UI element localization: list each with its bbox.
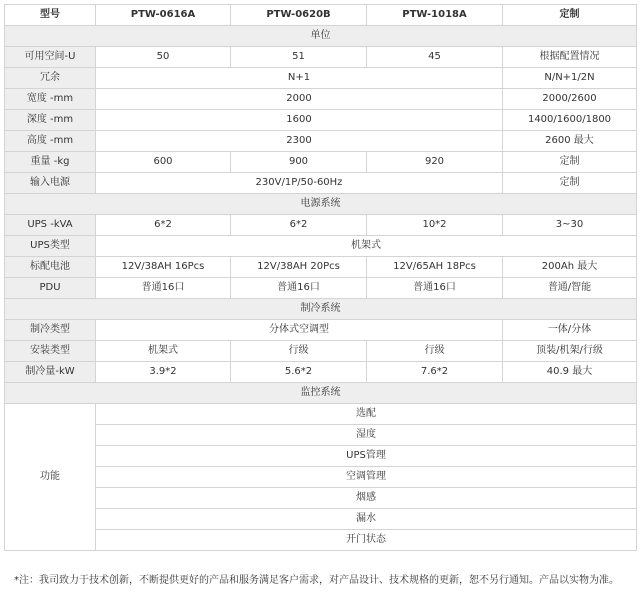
table-row-width — [5, 89, 637, 110]
section-title-power: 电源系统 — [5, 194, 637, 215]
row-label: PDU — [5, 278, 96, 299]
cell-custom: 2600 最大 — [503, 131, 637, 152]
function-item: UPS管理 — [96, 446, 637, 467]
cell-custom: 定制 — [503, 152, 637, 173]
row-label: 重量 -kg — [5, 152, 96, 173]
table-row-battery — [5, 257, 637, 278]
row-label: 宽度 -mm — [5, 89, 96, 110]
cell-b: 行级 — [231, 341, 367, 362]
section-title-monitoring: 监控系统 — [5, 383, 637, 404]
header-custom: 定制 — [503, 5, 637, 26]
spec-table — [4, 4, 637, 551]
function-item: 选配 — [96, 404, 637, 425]
cell-b: 51 — [231, 47, 367, 68]
table-row-height — [5, 131, 637, 152]
table-row-function — [5, 446, 637, 467]
table-row-ups-kva — [5, 215, 637, 236]
row-label: 可用空间-U — [5, 47, 96, 68]
table-row-ups-type — [5, 236, 637, 257]
cell-c: 10*2 — [367, 215, 503, 236]
row-label: 输入电源 — [5, 173, 96, 194]
cell-custom: 根据配置情况 — [503, 47, 637, 68]
cell-c: 行级 — [367, 341, 503, 362]
cell-b: 6*2 — [231, 215, 367, 236]
cell-a: 6*2 — [96, 215, 231, 236]
table-row-cooling-type — [5, 320, 637, 341]
row-label: 冗余 — [5, 68, 96, 89]
function-item: 漏水 — [96, 509, 637, 530]
cell-custom: 3~30 — [503, 215, 637, 236]
cell-c: 12V/65AH 18Pcs — [367, 257, 503, 278]
cell-b: 12V/38AH 20Pcs — [231, 257, 367, 278]
section-title-cooling: 制冷系统 — [5, 299, 637, 320]
cell-b: 5.6*2 — [231, 362, 367, 383]
cell-custom: 200Ah 最大 — [503, 257, 637, 278]
function-item: 湿度 — [96, 425, 637, 446]
cell-c: 7.6*2 — [367, 362, 503, 383]
cell-custom: 定制 — [503, 173, 637, 194]
section-row-unit — [5, 26, 637, 47]
row-label: 制冷类型 — [5, 320, 96, 341]
cell-c: 45 — [367, 47, 503, 68]
cell-merged: N+1 — [96, 68, 503, 89]
cell-custom: 一体/分体 — [503, 320, 637, 341]
table-row-function — [5, 530, 637, 551]
table-row-redundancy — [5, 68, 637, 89]
table-row-cooling-kw — [5, 362, 637, 383]
table-row-pdu — [5, 278, 637, 299]
table-row-weight — [5, 152, 637, 173]
function-item: 空调管理 — [96, 467, 637, 488]
cell-custom: 顶装/机架/行级 — [503, 341, 637, 362]
cell-a: 600 — [96, 152, 231, 173]
table-row-input-power — [5, 173, 637, 194]
table-header-row — [5, 5, 637, 26]
spec-table-container — [4, 4, 636, 551]
table-row-function — [5, 467, 637, 488]
cell-b: 900 — [231, 152, 367, 173]
table-row-function — [5, 488, 637, 509]
row-label: 安装类型 — [5, 341, 96, 362]
cell-a: 普通16口 — [96, 278, 231, 299]
cell-merged: 2000 — [96, 89, 503, 110]
header-model: 型号 — [5, 5, 96, 26]
cell-merged: 230V/1P/50-60Hz — [96, 173, 503, 194]
function-item: 开门状态 — [96, 530, 637, 551]
function-label: 功能 — [5, 404, 96, 551]
section-title-unit: 单位 — [5, 26, 637, 47]
header-ptw-1018a: PTW-1018A — [367, 5, 503, 26]
section-row-cooling — [5, 299, 637, 320]
cell-custom: 40.9 最大 — [503, 362, 637, 383]
row-label: UPS -kVA — [5, 215, 96, 236]
table-row-function — [5, 404, 637, 425]
row-label: UPS类型 — [5, 236, 96, 257]
row-label: 高度 -mm — [5, 131, 96, 152]
cell-merged: 1600 — [96, 110, 503, 131]
table-row-function — [5, 425, 637, 446]
table-row-space — [5, 47, 637, 68]
row-label: 标配电池 — [5, 257, 96, 278]
cell-a: 50 — [96, 47, 231, 68]
table-row-depth — [5, 110, 637, 131]
function-item: 烟感 — [96, 488, 637, 509]
section-row-power — [5, 194, 637, 215]
cell-merged: 2300 — [96, 131, 503, 152]
cell-c: 920 — [367, 152, 503, 173]
cell-a: 3.9*2 — [96, 362, 231, 383]
header-ptw-0616a: PTW-0616A — [96, 5, 231, 26]
footnote: *注：我司致力于技术创新，不断提供更好的产品和服务满足客户需求，对产品设计、技术规格的更新，恕不另行通知。产品以实物为准。 — [14, 575, 619, 586]
cell-c: 普通16口 — [367, 278, 503, 299]
cell-custom: N/N+1/2N — [503, 68, 637, 89]
cell-merged: 分体式空调型 — [96, 320, 503, 341]
table-row-function — [5, 509, 637, 530]
cell-merged: 机架式 — [96, 236, 637, 257]
cell-b: 普通16口 — [231, 278, 367, 299]
section-row-monitoring — [5, 383, 637, 404]
row-label: 制冷量-kW — [5, 362, 96, 383]
cell-a: 机架式 — [96, 341, 231, 362]
cell-custom: 普通/智能 — [503, 278, 637, 299]
table-row-install-type — [5, 341, 637, 362]
cell-custom: 2000/2600 — [503, 89, 637, 110]
header-ptw-0620b: PTW-0620B — [231, 5, 367, 26]
row-label: 深度 -mm — [5, 110, 96, 131]
cell-a: 12V/38AH 16Pcs — [96, 257, 231, 278]
cell-custom: 1400/1600/1800 — [503, 110, 637, 131]
